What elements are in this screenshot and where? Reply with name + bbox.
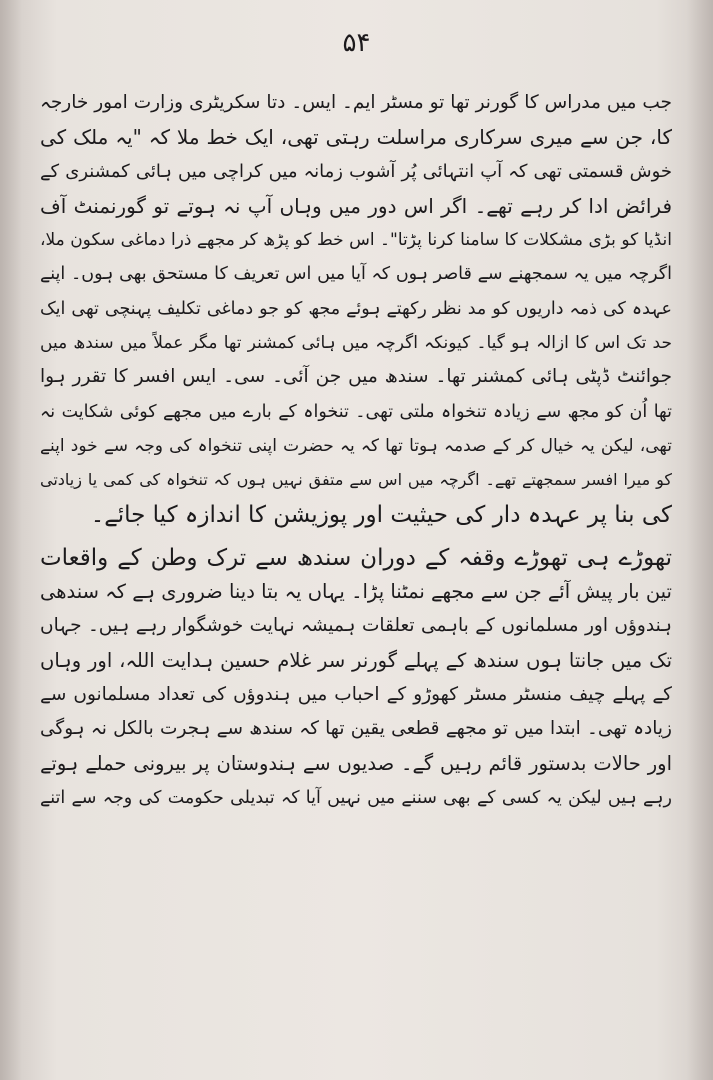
text-line: تک میں جانتا ہوں سندھ کے پہلے گورنر سر غلام حسین ہدایت اللہ، اور وہاں: [40, 648, 672, 672]
text-line: ہندوؤں اور مسلمانوں کے باہمی تعلقات ہمیشہ نہایت خوشگوار رہے ہیں۔ جہاں: [40, 615, 672, 637]
text-line: تھا اُن کو مجھ سے زیادہ تنخواہ ملتی تھی۔ تنخواہ کے بارے میں مجھے کوئی شکایت نہ: [40, 401, 672, 422]
page-number: ۵۴: [342, 28, 371, 58]
text-line: خوش قسمتی تھی کہ آپ انتہائی پُر آشوب زمانہ میں کراچی میں ہائی کمشنری کے: [40, 160, 672, 182]
page-shadow-right: [687, 0, 713, 1080]
text-line: تھوڑے ہی تھوڑے وقفہ کے دوران سندھ سے ترک وطن کے واقعات: [40, 544, 672, 571]
text-line: حد تک اس کا ازالہ ہو گیا۔ کیونکہ اگرچہ میں ہائی کمشنر تھا مگر عملاً میں سندھ میں: [40, 333, 672, 354]
text-line: انڈیا کو بڑی مشکلات کا سامنا کرنا پڑتا"۔ اس خط کو پڑھ کر مجھے ذرا دماغی سکون ملا،: [40, 230, 672, 251]
paragraph-1: [40, 86, 672, 532]
page-body-text: [40, 86, 672, 815]
text-line: اگرچہ میں یہ سمجھنے سے قاصر ہوں کہ آیا میں اس تعریف کا مستحق بھی ہوں۔ اپنے: [40, 264, 672, 285]
text-line: تین بار پیش آئے جن سے مجھے نمٹنا پڑا۔ یہاں یہ بتا دینا ضروری ہے کہ سندھی: [40, 580, 672, 604]
text-line: کو میرا افسر سمجھتے تھے۔ اگرچہ میں اس سے متفق نہیں ہوں کہ تنخواہ کی کمی یا زیادتی: [40, 470, 672, 490]
page-shadow-left: [0, 0, 22, 1080]
text-line: جب میں مدراس کا گورنر تھا تو مسٹر ایم۔ ایس۔ دتا سکریٹری وزارت امور خارجہ: [40, 92, 672, 113]
text-line: کے پہلے چیف منسٹر مسٹر کھوڑو کے احباب میں ہندوؤں کی تعداد مسلمانوں سے: [40, 684, 672, 706]
text-line: اور حالات بدستور قائم رہیں گے۔ صدیوں سے ہندوستان پر بیرونی حملے ہوتے: [40, 751, 672, 775]
text-line: زیادہ تھی۔ ابتدا میں تو مجھے قطعی یقین تھا کہ سندھ سے ہجرت بالکل نہ ہوگی: [40, 718, 672, 740]
paragraph-spacer: [40, 532, 672, 541]
paragraph-2: [40, 541, 672, 815]
text-line: عہدہ کی ذمہ داریوں کو مد نظر رکھتے ہوئے مجھ کو جو دماغی تکلیف پہنچی تھی ایک: [40, 298, 672, 319]
text-line: فرائض ادا کر رہے تھے۔ اگر اس دور میں وہاں آپ نہ ہوتے تو گورنمنٹ آف: [40, 193, 672, 218]
text-line: رہے ہیں لیکن یہ کسی کے بھی سننے میں نہیں آیا کہ تبدیلی حکومت کی وجہ سے اتنے: [40, 787, 672, 808]
text-line: کا، جن سے میری سرکاری مراسلت رہتی تھی، ایک خط ملا کہ "یہ ملک کی: [40, 125, 672, 150]
text-line: تھی، لیکن یہ خیال کر کے صدمہ ہوتا تھا کہ یہ حضرت اپنی تنخواہ کی وجہ سے خود اپنے: [40, 435, 672, 456]
text-line: کی بنا پر عہدہ دار کی حیثیت اور پوزیشن کا اندازہ کیا جائے۔: [90, 501, 672, 528]
text-line: جوائنٹ ڈپٹی ہائی کمشنر تھا۔ سندھ میں جن آئی۔ سی۔ ایس افسر کا تقرر ہوا: [40, 366, 672, 388]
